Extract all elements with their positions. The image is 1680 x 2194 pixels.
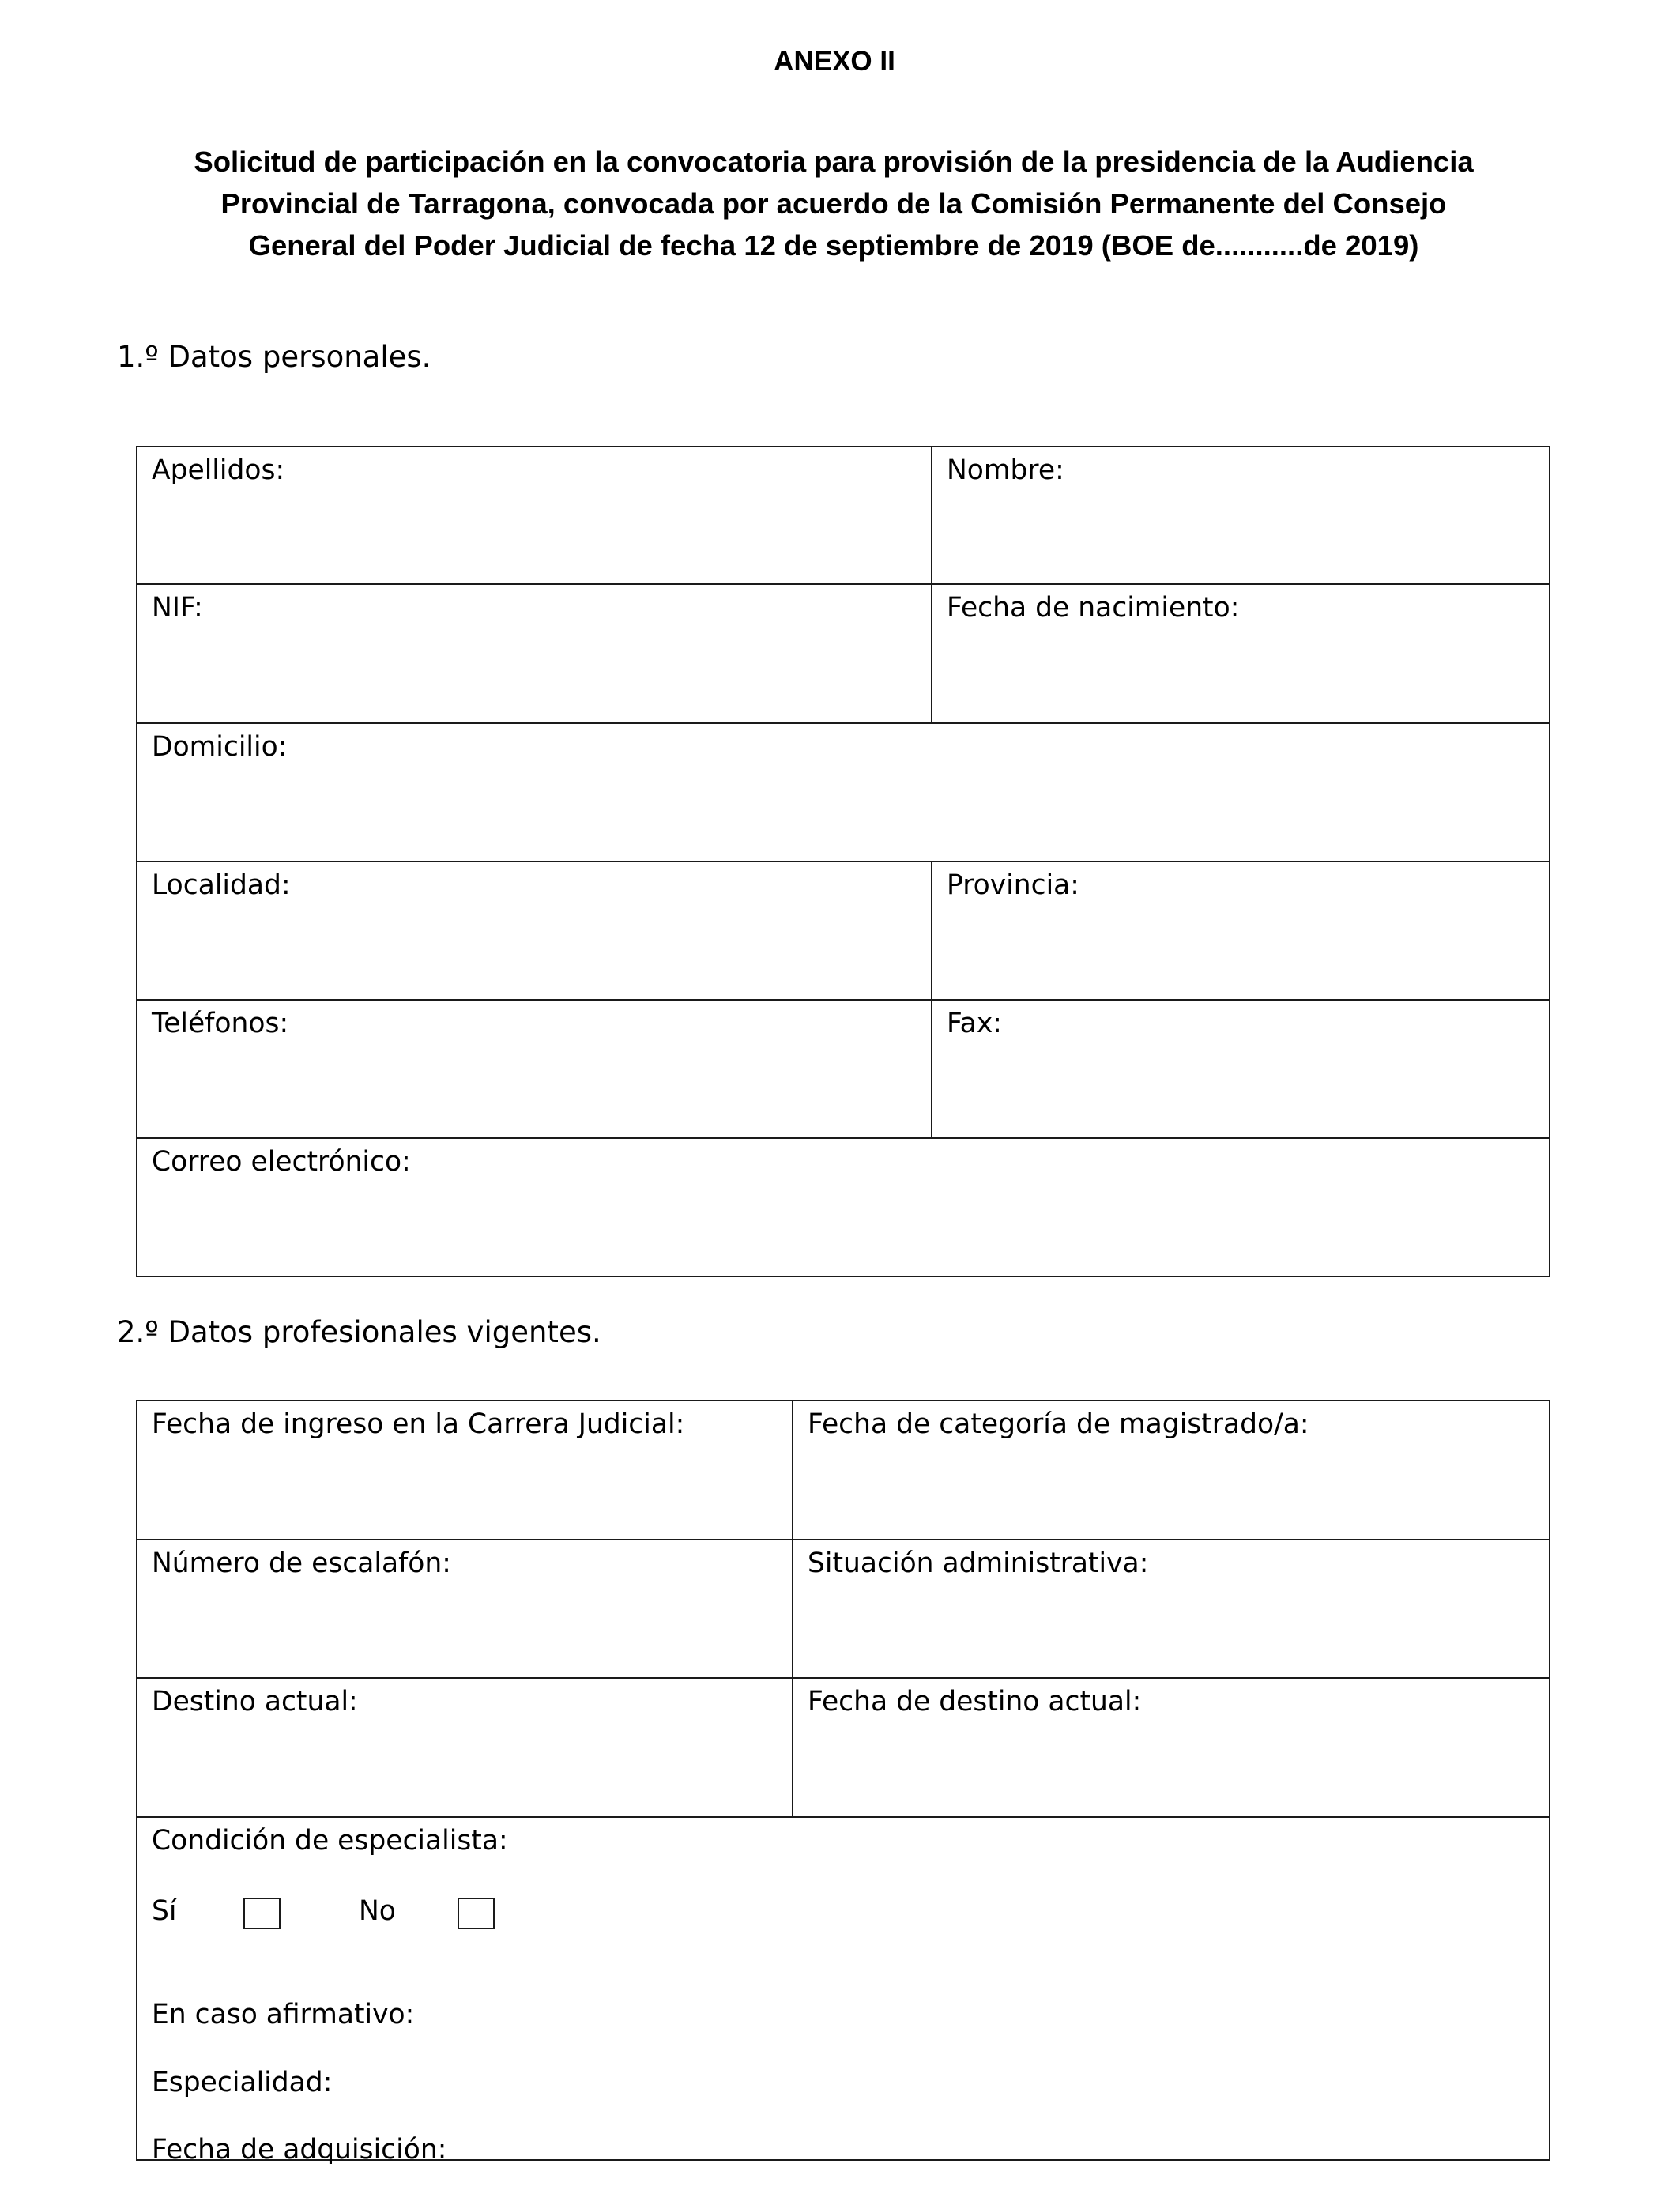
no-label: No (359, 1895, 396, 1927)
especialidad-label[interactable]: Especialidad: (152, 2067, 333, 2098)
title-line-2: Provincial de Tarragona, convocada por acuerdo de la Comisión Permanente del Consejo (220, 187, 1447, 220)
destino-actual-label: Destino actual: (152, 1686, 358, 1717)
personal-data-form (136, 446, 1550, 1277)
destino-actual-field[interactable] (137, 1679, 793, 1818)
situacion-administrativa-field[interactable] (793, 1540, 1549, 1679)
section-professional-heading: 2.º Datos profesionales vigentes. (117, 1315, 601, 1349)
fecha-destino-field[interactable] (793, 1679, 1549, 1818)
fecha-nacimiento-field[interactable] (932, 585, 1549, 724)
fecha-adquisicion-label[interactable]: Fecha de adquisición: (152, 2134, 447, 2166)
fecha-categoria-label: Fecha de categoría de magistrado/a: (808, 1408, 1309, 1440)
localidad-label: Localidad: (152, 869, 291, 901)
no-checkbox[interactable] (458, 1898, 495, 1929)
title-line-3: General del Poder Judicial de fecha 12 de septiembre de 2019 (BOE de...........de 2019) (248, 229, 1419, 262)
fecha-ingreso-label: Fecha de ingreso en la Carrera Judicial: (152, 1408, 685, 1440)
numero-escalafon-label: Número de escalafón: (152, 1547, 451, 1579)
fecha-categoria-field[interactable] (793, 1401, 1549, 1540)
section-personal-heading: 1.º Datos personales. (117, 340, 431, 374)
nif-label: NIF: (152, 592, 203, 624)
domicilio-label: Domicilio: (152, 731, 288, 763)
fax-field[interactable] (932, 1001, 1549, 1139)
correo-field[interactable] (137, 1139, 1549, 1276)
si-checkbox[interactable] (243, 1898, 281, 1929)
title-line-1: Solicitud de participación en la convocatoria para provisión de la presidencia de la Audiencia (194, 145, 1474, 178)
condicion-especialista-section (137, 1818, 1549, 2166)
professional-data-form (136, 1400, 1550, 2166)
telefonos-field[interactable] (137, 1001, 932, 1139)
numero-escalafon-field[interactable] (137, 1540, 793, 1679)
provincia-field[interactable] (932, 862, 1549, 1001)
apellidos-label: Apellidos: (152, 454, 285, 486)
correo-label: Correo electrónico: (152, 1146, 411, 1178)
situacion-administrativa-label: Situación administrativa: (808, 1547, 1149, 1579)
nif-field[interactable] (137, 585, 932, 724)
fax-label: Fax: (947, 1008, 1002, 1039)
provincia-label: Provincia: (947, 869, 1079, 901)
telefonos-label: Teléfonos: (152, 1008, 289, 1039)
apellidos-field[interactable] (137, 447, 932, 585)
fecha-ingreso-field[interactable] (137, 1401, 793, 1540)
annex-heading: ANEXO II (774, 46, 895, 77)
domicilio-field[interactable] (137, 724, 1549, 862)
nombre-field[interactable] (932, 447, 1549, 585)
nombre-label: Nombre: (947, 454, 1064, 486)
condicion-especialista-label: Condición de especialista: (152, 1825, 508, 1857)
fecha-destino-label: Fecha de destino actual: (808, 1686, 1142, 1717)
fecha-nacimiento-label: Fecha de nacimiento: (947, 592, 1240, 624)
localidad-field[interactable] (137, 862, 932, 1001)
si-label: Sí (152, 1895, 177, 1927)
document-title (119, 141, 1549, 266)
caso-afirmativo-label: En caso afirmativo: (152, 1999, 415, 2030)
